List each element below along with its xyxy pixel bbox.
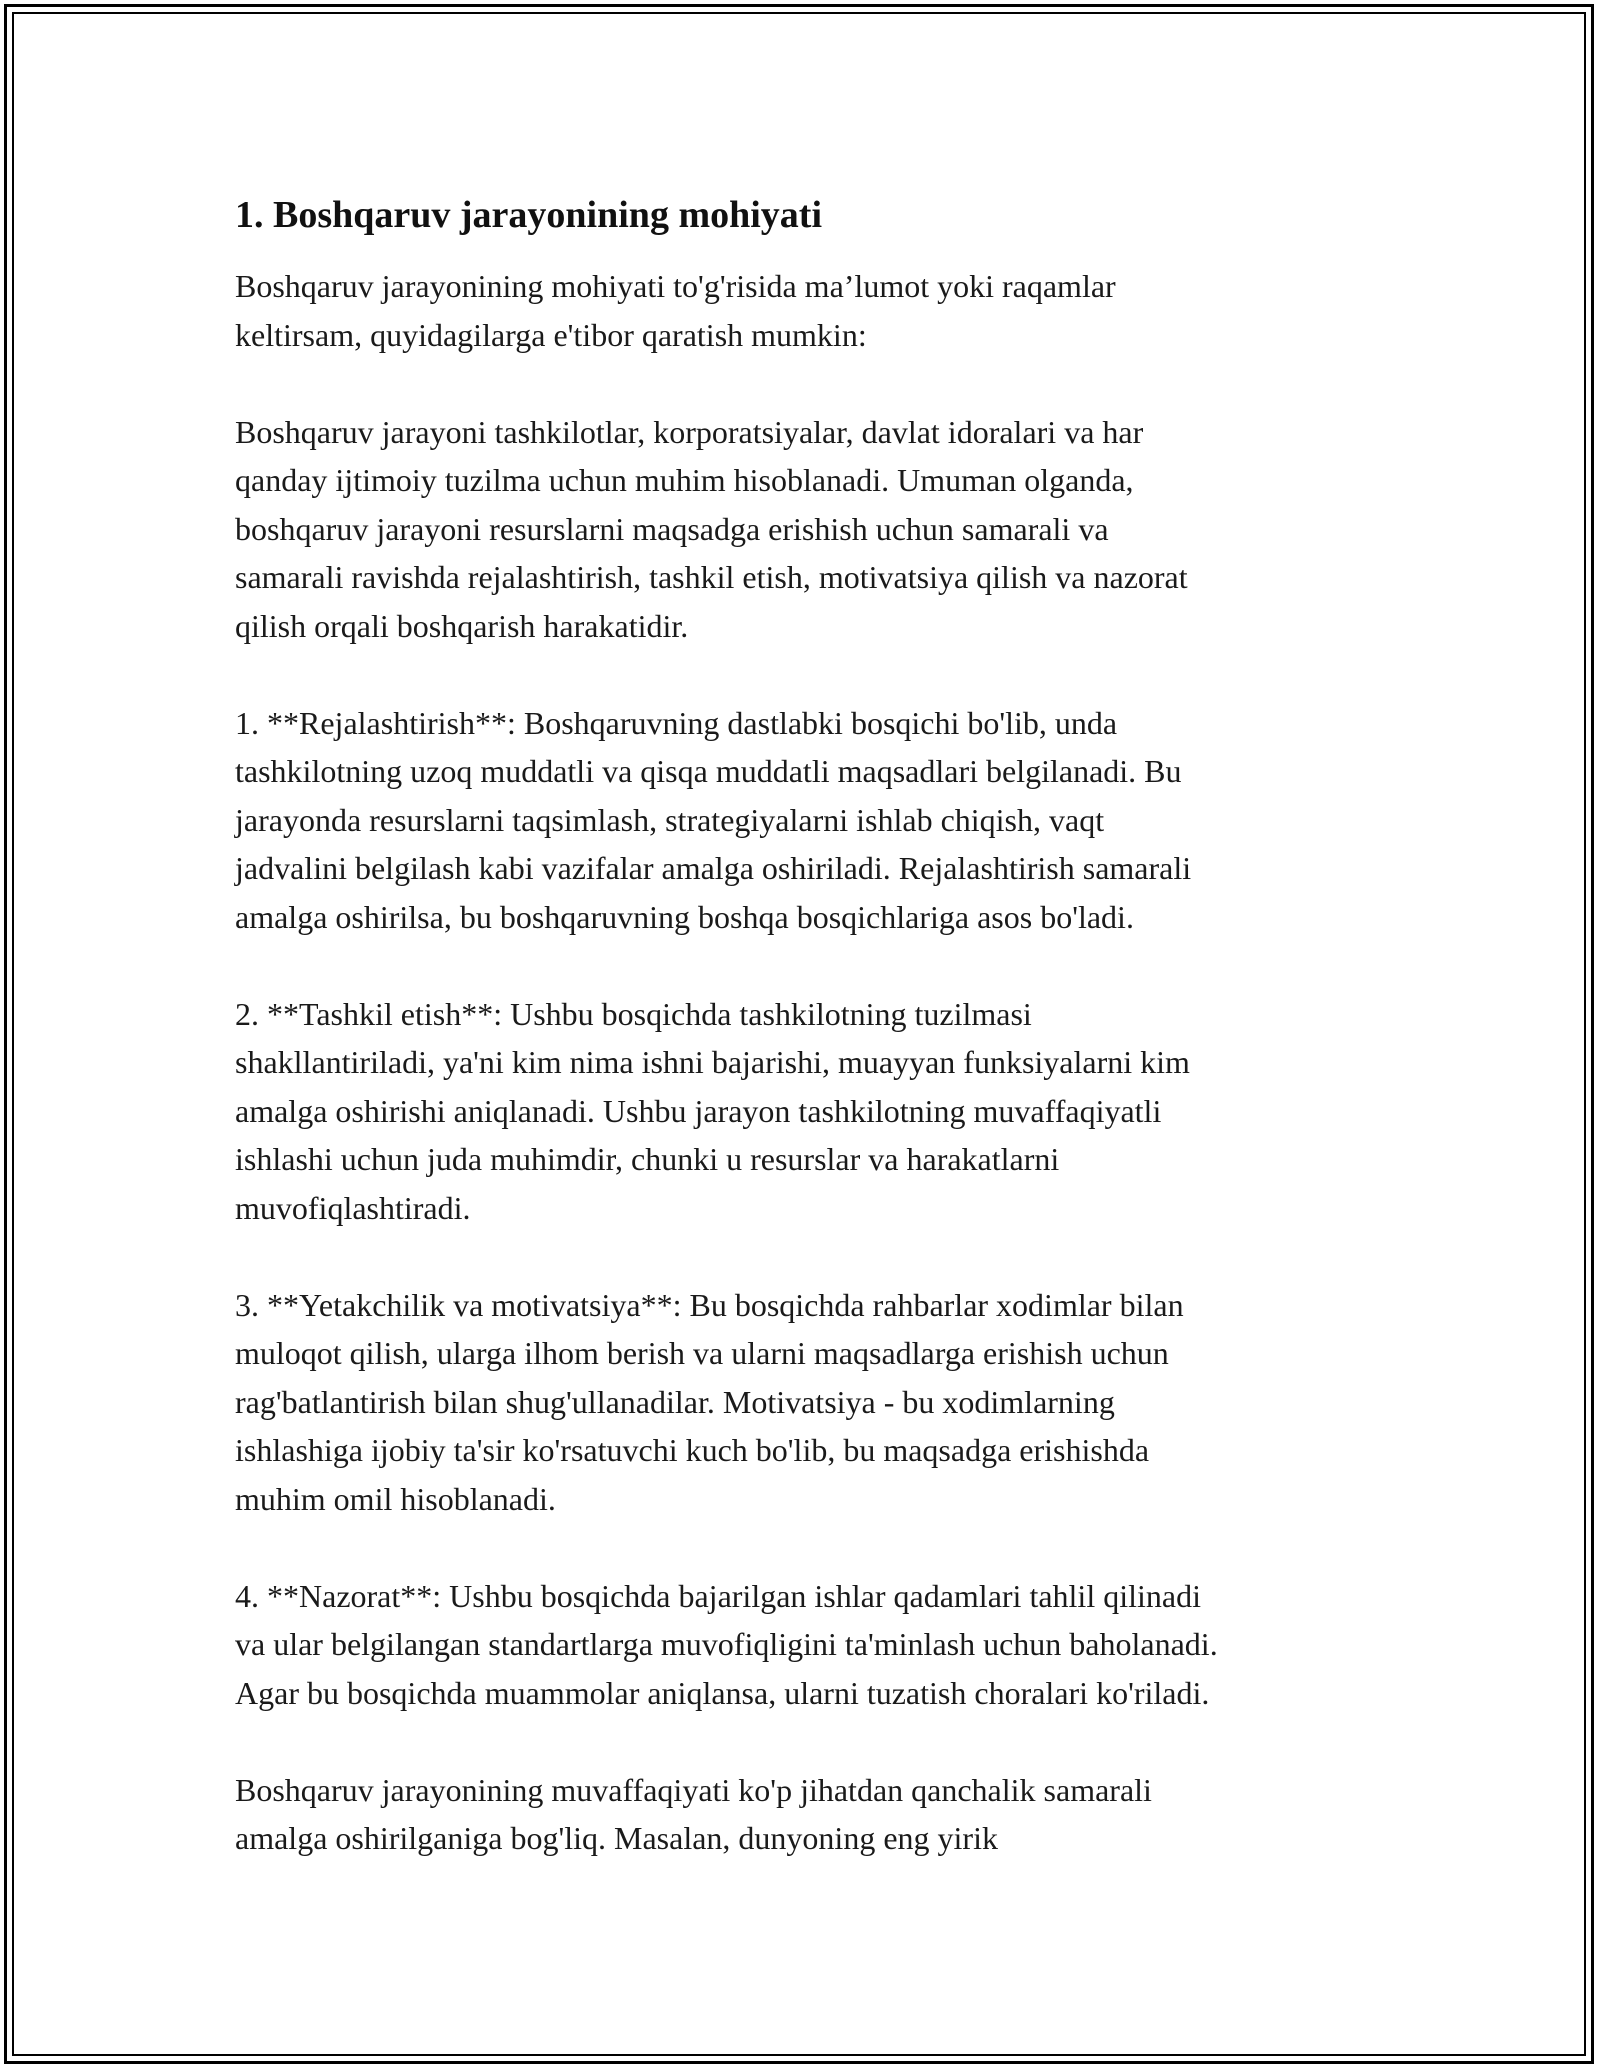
intro-paragraph: Boshqaruv jarayonining mohiyati to'g'risida ma’lumot yoki raqamlar keltirsam, quyidagilarga e'tibor qaratish mumkin: (235, 268, 1116, 353)
definition-paragraph: Boshqaruv jarayoni tashkilotlar, korporatsiyalar, davlat idoralari va har qanday ijtimoiy tuzilma uchun muhim hisoblanadi. Umuman olganda, boshqaruv jarayoni resurslarni maqsadga erishish uchun samarali va samarali ravishda rejalashtirish, tashkil etish, motivatsiya qilish va nazorat qilish orqali boshqarish harakatidir. (235, 413, 1188, 644)
conclusion-paragraph: Boshqaruv jarayonining muvaffaqiyati ko'p jihatdan qanchalik samarali amalga oshirilganiga bog'liq. Masalan, dunyoning eng yirik (235, 1771, 1152, 1856)
document-body (235, 190, 1385, 1911)
organizing-paragraph: 2. **Tashkil etish**: Ushbu bosqichda tashkilotning tuzilmasi shakllantiriladi, ya'ni kim nima ishni bajarishi, muayyan funksiyalarni kim amalga oshirishi aniqlanadi. Ushbu jarayon tashkilotning muvaffaqiyatli ishlashi uchun juda muhimdir, chunki u resurslar va harakatlarni muvofiqlashtiradi. (235, 995, 1190, 1226)
leadership-paragraph: 3. **Yetakchilik va motivatsiya**: Bu bosqichda rahbarlar xodimlar bilan muloqot qilish, ularga ilhom berish va ularni maqsadlarga erishish uchun rag'batlantirish bilan shug'ullanadilar. Motivatsiya - bu xodimlarning ishlashiga ijobiy ta'sir ko'rsatuvchi kuch bo'lib, bu maqsadga erishishda muhim omil hisoblanadi. (235, 1286, 1184, 1517)
planning-paragraph: 1. **Rejalashtirish**: Boshqaruvning dastlabki bosqichi bo'lib, unda tashkilotning uzoq muddatli va qisqa muddatli maqsadlari belgilanadi. Bu jarayonda resurslarni taqsimlash, strategiyalarni ishlab chiqish, vaqt jadvalini belgilash kabi vazifalar amalga oshiriladi. Rejalashtirish samarali amalga oshirilsa, bu boshqaruvning boshqa bosqichlariga asos bo'ladi. (235, 704, 1192, 935)
control-paragraph: 4. **Nazorat**: Ushbu bosqichda bajarilgan ishlar qadamlari tahlil qilinadi va ular belgilangan standartlarga muvofiqligini ta'minlash uchun baholanadi. Agar bu bosqichda muammolar aniqlansa, ularni tuzatish choralari ko'riladi. (235, 1577, 1218, 1711)
section-heading: 1. Boshqaruv jarayonining mohiyati (235, 194, 822, 236)
